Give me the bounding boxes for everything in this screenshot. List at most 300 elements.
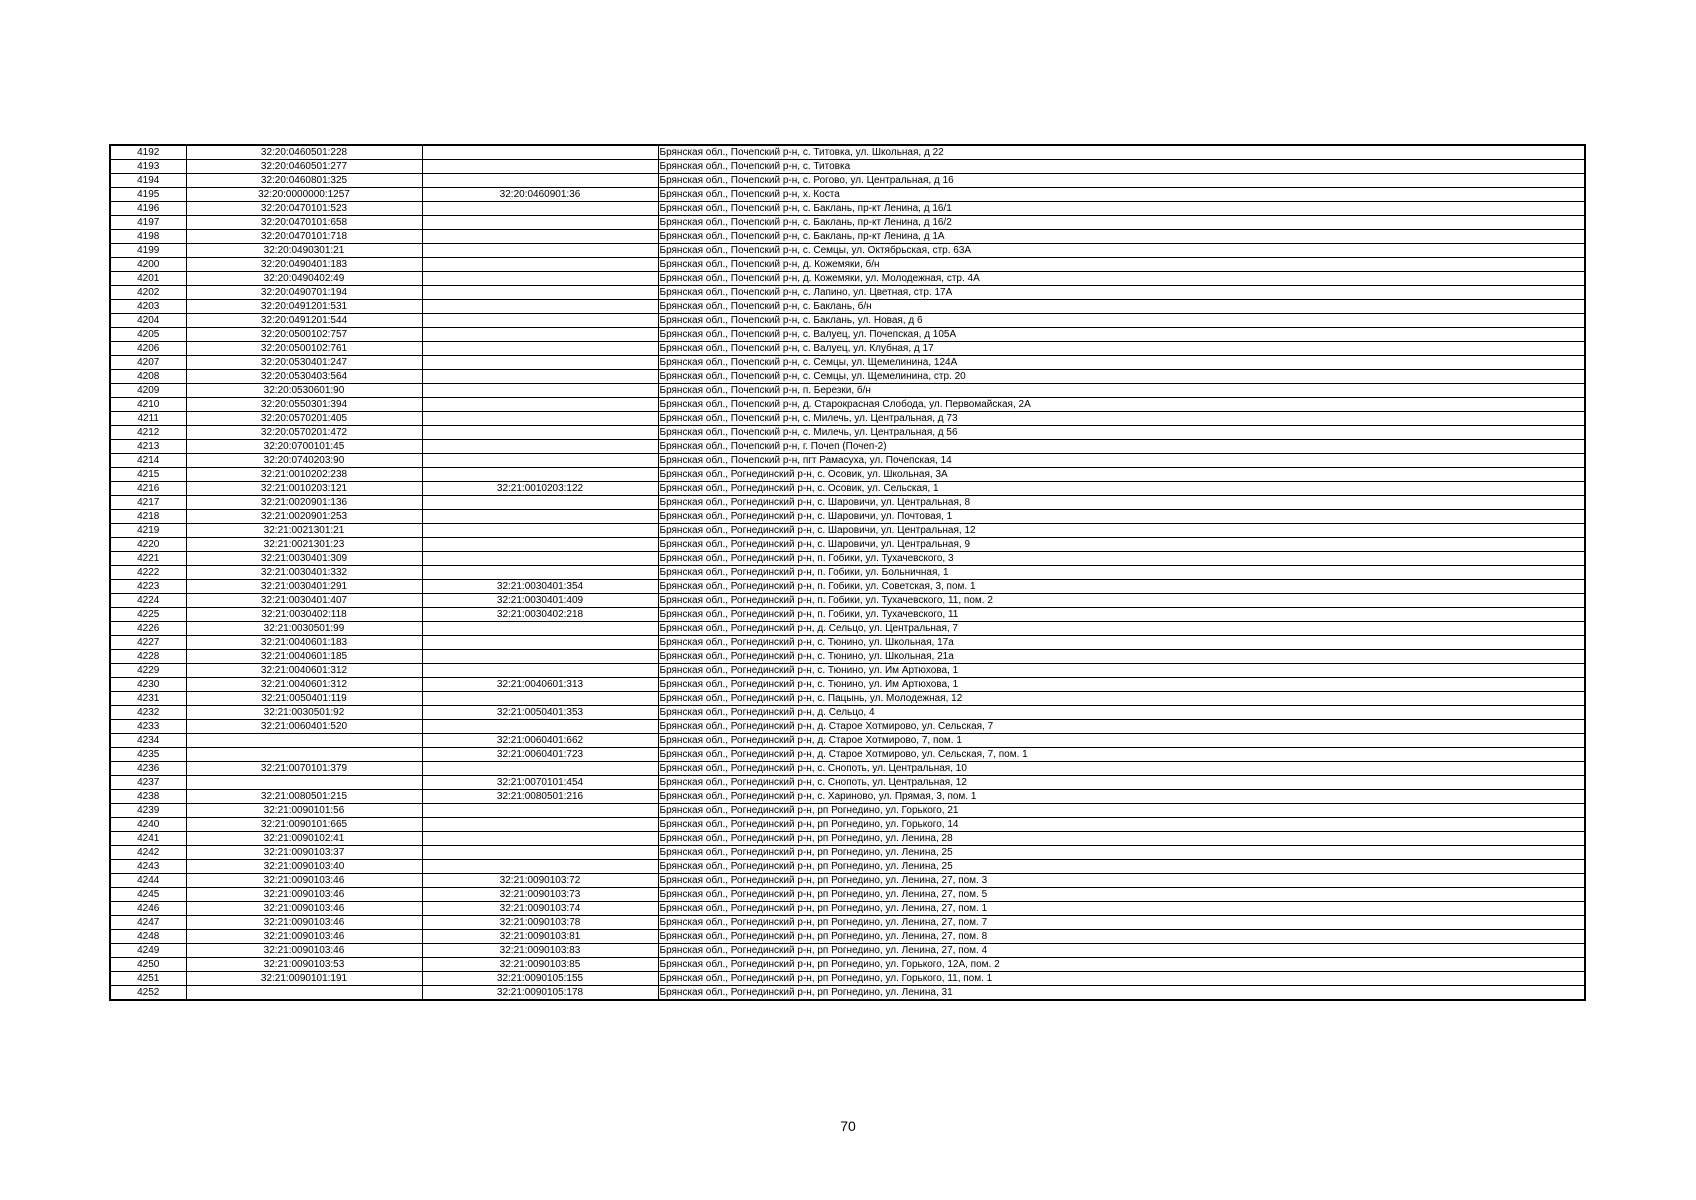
parent-cadastral-number-cell: 32:21:0030401:409 xyxy=(422,594,658,608)
table-row xyxy=(110,454,1585,468)
address-cell: Брянская обл., Рогнединский р-н, д. Старое Хотмирово, ул. Сельская, 7, пом. 1 xyxy=(658,748,1585,762)
table-row xyxy=(110,706,1585,720)
row-number-cell: 4202 xyxy=(110,286,186,300)
cadastral-number-cell: 32:20:0470101:658 xyxy=(186,216,422,230)
table-row xyxy=(110,832,1585,846)
row-number-cell: 4234 xyxy=(110,734,186,748)
cadastral-number-cell: 32:21:0030401:407 xyxy=(186,594,422,608)
row-number-cell: 4228 xyxy=(110,650,186,664)
parent-cadastral-number-cell xyxy=(422,846,658,860)
parent-cadastral-number-cell: 32:20:0460901:36 xyxy=(422,188,658,202)
parent-cadastral-number-cell: 32:21:0070101:454 xyxy=(422,776,658,790)
cadastral-number-cell: 32:20:0740203:90 xyxy=(186,454,422,468)
row-number-cell: 4199 xyxy=(110,244,186,258)
cadastral-number-cell: 32:21:0030501:92 xyxy=(186,706,422,720)
row-number-cell: 4239 xyxy=(110,804,186,818)
address-cell: Брянская обл., Рогнединский р-н, д. Сельцо, ул. Центральная, 7 xyxy=(658,622,1585,636)
address-cell: Брянская обл., Рогнединский р-н, с. Пацынь, ул. Молодежная, 12 xyxy=(658,692,1585,706)
table-row xyxy=(110,440,1585,454)
address-cell: Брянская обл., Рогнединский р-н, с. Осовик, ул. Сельская, 1 xyxy=(658,482,1585,496)
parent-cadastral-number-cell xyxy=(422,272,658,286)
row-number-cell: 4193 xyxy=(110,160,186,174)
table-row xyxy=(110,244,1585,258)
parent-cadastral-number-cell xyxy=(422,370,658,384)
row-number-cell: 4210 xyxy=(110,398,186,412)
table-row xyxy=(110,776,1585,790)
cadastral-number-cell: 32:21:0090103:40 xyxy=(186,860,422,874)
table-row xyxy=(110,188,1585,202)
row-number-cell: 4245 xyxy=(110,888,186,902)
parent-cadastral-number-cell xyxy=(422,832,658,846)
address-cell: Брянская обл., Рогнединский р-н, рп Рогнедино, ул. Ленина, 27, пом. 4 xyxy=(658,944,1585,958)
address-cell: Брянская обл., Почепский р-н, с. Семцы, ул. Щемелинина, стр. 20 xyxy=(658,370,1585,384)
cadastral-number-cell: 32:21:0021301:21 xyxy=(186,524,422,538)
parent-cadastral-number-cell: 32:21:0090105:178 xyxy=(422,986,658,1001)
table-row xyxy=(110,538,1585,552)
row-number-cell: 4230 xyxy=(110,678,186,692)
parent-cadastral-number-cell xyxy=(422,804,658,818)
cadastral-number-cell: 32:20:0700101:45 xyxy=(186,440,422,454)
table-row xyxy=(110,636,1585,650)
row-number-cell: 4221 xyxy=(110,552,186,566)
row-number-cell: 4249 xyxy=(110,944,186,958)
table-row xyxy=(110,622,1585,636)
address-cell: Брянская обл., Рогнединский р-н, рп Рогнедино, ул. Ленина, 27, пом. 8 xyxy=(658,930,1585,944)
row-number-cell: 4211 xyxy=(110,412,186,426)
parent-cadastral-number-cell xyxy=(422,454,658,468)
row-number-cell: 4201 xyxy=(110,272,186,286)
cadastral-number-cell xyxy=(186,776,422,790)
table-row xyxy=(110,384,1585,398)
parent-cadastral-number-cell xyxy=(422,566,658,580)
table-row xyxy=(110,860,1585,874)
address-cell: Брянская обл., Почепский р-н, х. Коста xyxy=(658,188,1585,202)
cadastral-number-cell: 32:21:0090103:46 xyxy=(186,902,422,916)
table-row xyxy=(110,356,1585,370)
registry-body xyxy=(110,145,1585,1000)
parent-cadastral-number-cell xyxy=(422,202,658,216)
row-number-cell: 4241 xyxy=(110,832,186,846)
row-number-cell: 4194 xyxy=(110,174,186,188)
parent-cadastral-number-cell: 32:21:0090103:74 xyxy=(422,902,658,916)
row-number-cell: 4215 xyxy=(110,468,186,482)
row-number-cell: 4247 xyxy=(110,916,186,930)
row-number-cell: 4207 xyxy=(110,356,186,370)
row-number-cell: 4225 xyxy=(110,608,186,622)
parent-cadastral-number-cell xyxy=(422,426,658,440)
address-cell: Брянская обл., Рогнединский р-н, с. Снопоть, ул. Центральная, 10 xyxy=(658,762,1585,776)
cadastral-number-cell: 32:21:0030501:99 xyxy=(186,622,422,636)
address-cell: Брянская обл., Рогнединский р-н, с. Тюнино, ул. Школьная, 21а xyxy=(658,650,1585,664)
table-row xyxy=(110,230,1585,244)
address-cell: Брянская обл., Почепский р-н, с. Милечь, ул. Центральная, д 56 xyxy=(658,426,1585,440)
address-cell: Брянская обл., Почепский р-н, пгт Рамасуха, ул. Почепская, 14 xyxy=(658,454,1585,468)
row-number-cell: 4251 xyxy=(110,972,186,986)
table-row xyxy=(110,972,1585,986)
parent-cadastral-number-cell xyxy=(422,216,658,230)
registry-table xyxy=(109,144,1586,1001)
parent-cadastral-number-cell xyxy=(422,384,658,398)
parent-cadastral-number-cell xyxy=(422,356,658,370)
row-number-cell: 4205 xyxy=(110,328,186,342)
parent-cadastral-number-cell xyxy=(422,650,658,664)
cadastral-number-cell: 32:20:0470101:718 xyxy=(186,230,422,244)
address-cell: Брянская обл., Рогнединский р-н, рп Рогнедино, ул. Горького, 12А, пом. 2 xyxy=(658,958,1585,972)
address-cell: Брянская обл., Почепский р-н, г. Почеп (Почеп-2) xyxy=(658,440,1585,454)
row-number-cell: 4200 xyxy=(110,258,186,272)
table-row xyxy=(110,160,1585,174)
cadastral-number-cell xyxy=(186,748,422,762)
address-cell: Брянская обл., Рогнединский р-н, п. Гобики, ул. Больничная, 1 xyxy=(658,566,1585,580)
parent-cadastral-number-cell: 32:21:0090103:85 xyxy=(422,958,658,972)
cadastral-number-cell: 32:21:0090103:46 xyxy=(186,888,422,902)
cadastral-number-cell: 32:21:0010203:121 xyxy=(186,482,422,496)
parent-cadastral-number-cell: 32:21:0060401:723 xyxy=(422,748,658,762)
row-number-cell: 4248 xyxy=(110,930,186,944)
row-number-cell: 4237 xyxy=(110,776,186,790)
cadastral-number-cell: 32:21:0020901:253 xyxy=(186,510,422,524)
address-cell: Брянская обл., Рогнединский р-н, рп Рогнедино, ул. Ленина, 27, пом. 5 xyxy=(658,888,1585,902)
row-number-cell: 4236 xyxy=(110,762,186,776)
address-cell: Брянская обл., Почепский р-н, д. Старокрасная Слобода, ул. Первомайская, 2А xyxy=(658,398,1585,412)
parent-cadastral-number-cell: 32:21:0060401:662 xyxy=(422,734,658,748)
table-row xyxy=(110,216,1585,230)
table-row xyxy=(110,286,1585,300)
cadastral-number-cell: 32:20:0460501:228 xyxy=(186,145,422,160)
table-row xyxy=(110,580,1585,594)
address-cell: Брянская обл., Почепский р-н, п. Березки, б/н xyxy=(658,384,1585,398)
address-cell: Брянская обл., Рогнединский р-н, д. Старое Хотмирово, 7, пом. 1 xyxy=(658,734,1585,748)
row-number-cell: 4198 xyxy=(110,230,186,244)
address-cell: Брянская обл., Рогнединский р-н, д. Старое Хотмирово, ул. Сельская, 7 xyxy=(658,720,1585,734)
cadastral-number-cell: 32:21:0030402:118 xyxy=(186,608,422,622)
address-cell: Брянская обл., Рогнединский р-н, рп Рогнедино, ул. Ленина, 28 xyxy=(658,832,1585,846)
parent-cadastral-number-cell xyxy=(422,496,658,510)
row-number-cell: 4231 xyxy=(110,692,186,706)
row-number-cell: 4219 xyxy=(110,524,186,538)
parent-cadastral-number-cell xyxy=(422,664,658,678)
row-number-cell: 4233 xyxy=(110,720,186,734)
address-cell: Брянская обл., Почепский р-н, с. Титовка, ул. Школьная, д 22 xyxy=(658,145,1585,160)
table-row xyxy=(110,496,1585,510)
address-cell: Брянская обл., Рогнединский р-н, рп Рогнедино, ул. Горького, 11, пом. 1 xyxy=(658,972,1585,986)
address-cell: Брянская обл., Почепский р-н, с. Валуец, ул. Почепская, д 105А xyxy=(658,328,1585,342)
parent-cadastral-number-cell: 32:21:0090103:83 xyxy=(422,944,658,958)
cadastral-number-cell: 32:21:0090103:37 xyxy=(186,846,422,860)
table-row xyxy=(110,944,1585,958)
address-cell: Брянская обл., Рогнединский р-н, рп Рогнедино, ул. Ленина, 25 xyxy=(658,846,1585,860)
row-number-cell: 4218 xyxy=(110,510,186,524)
cadastral-number-cell: 32:21:0040601:185 xyxy=(186,650,422,664)
parent-cadastral-number-cell xyxy=(422,398,658,412)
row-number-cell: 4242 xyxy=(110,846,186,860)
table-row xyxy=(110,678,1585,692)
cadastral-number-cell xyxy=(186,734,422,748)
table-row xyxy=(110,916,1585,930)
table-row xyxy=(110,804,1585,818)
row-number-cell: 4240 xyxy=(110,818,186,832)
parent-cadastral-number-cell xyxy=(422,762,658,776)
address-cell: Брянская обл., Рогнединский р-н, с. Тюнино, ул. Школьная, 17а xyxy=(658,636,1585,650)
cadastral-number-cell: 32:20:0460501:277 xyxy=(186,160,422,174)
cadastral-number-cell: 32:21:0090103:53 xyxy=(186,958,422,972)
table-row xyxy=(110,902,1585,916)
row-number-cell: 4238 xyxy=(110,790,186,804)
parent-cadastral-number-cell: 32:21:0090103:81 xyxy=(422,930,658,944)
parent-cadastral-number-cell: 32:21:0030401:354 xyxy=(422,580,658,594)
address-cell: Брянская обл., Почепский р-н, с. Валуец, ул. Клубная, д 17 xyxy=(658,342,1585,356)
address-cell: Брянская обл., Почепский р-н, д. Кожемяки, ул. Молодежная, стр. 4А xyxy=(658,272,1585,286)
row-number-cell: 4217 xyxy=(110,496,186,510)
parent-cadastral-number-cell xyxy=(422,538,658,552)
cadastral-number-cell: 32:20:0490402:49 xyxy=(186,272,422,286)
cadastral-number-cell: 32:21:0050401:119 xyxy=(186,692,422,706)
row-number-cell: 4223 xyxy=(110,580,186,594)
parent-cadastral-number-cell xyxy=(422,160,658,174)
table-row xyxy=(110,692,1585,706)
row-number-cell: 4204 xyxy=(110,314,186,328)
cadastral-number-cell: 32:20:0490701:194 xyxy=(186,286,422,300)
cadastral-number-cell: 32:21:0090103:46 xyxy=(186,874,422,888)
parent-cadastral-number-cell xyxy=(422,860,658,874)
table-row xyxy=(110,524,1585,538)
row-number-cell: 4212 xyxy=(110,426,186,440)
table-row xyxy=(110,174,1585,188)
parent-cadastral-number-cell xyxy=(422,300,658,314)
row-number-cell: 4220 xyxy=(110,538,186,552)
cadastral-number-cell: 32:20:0000000:1257 xyxy=(186,188,422,202)
parent-cadastral-number-cell xyxy=(422,622,658,636)
parent-cadastral-number-cell: 32:21:0090103:73 xyxy=(422,888,658,902)
row-number-cell: 4203 xyxy=(110,300,186,314)
cadastral-number-cell: 32:20:0570201:405 xyxy=(186,412,422,426)
cadastral-number-cell: 32:20:0530403:564 xyxy=(186,370,422,384)
cadastral-number-cell: 32:21:0090101:191 xyxy=(186,972,422,986)
address-cell: Брянская обл., Почепский р-н, с. Милечь, ул. Центральная, д 73 xyxy=(658,412,1585,426)
table-row xyxy=(110,468,1585,482)
cadastral-number-cell: 32:20:0470101:523 xyxy=(186,202,422,216)
cadastral-number-cell: 32:21:0030401:309 xyxy=(186,552,422,566)
address-cell: Брянская обл., Рогнединский р-н, с. Осовик, ул. Школьная, 3А xyxy=(658,468,1585,482)
parent-cadastral-number-cell xyxy=(422,314,658,328)
parent-cadastral-number-cell xyxy=(422,692,658,706)
parent-cadastral-number-cell: 32:21:0090103:72 xyxy=(422,874,658,888)
table-row xyxy=(110,370,1585,384)
address-cell: Брянская обл., Рогнединский р-н, д. Сельцо, 4 xyxy=(658,706,1585,720)
parent-cadastral-number-cell xyxy=(422,636,658,650)
row-number-cell: 4250 xyxy=(110,958,186,972)
cadastral-number-cell: 32:20:0530601:90 xyxy=(186,384,422,398)
cadastral-number-cell: 32:21:0090102:41 xyxy=(186,832,422,846)
parent-cadastral-number-cell xyxy=(422,468,658,482)
parent-cadastral-number-cell: 32:21:0090105:155 xyxy=(422,972,658,986)
table-row xyxy=(110,608,1585,622)
address-cell: Брянская обл., Рогнединский р-н, с. Тюнино, ул. Им Артюхова, 1 xyxy=(658,664,1585,678)
address-cell: Брянская обл., Почепский р-н, с. Титовка xyxy=(658,160,1585,174)
table-row xyxy=(110,258,1585,272)
table-row xyxy=(110,328,1585,342)
address-cell: Брянская обл., Рогнединский р-н, рп Рогнедино, ул. Ленина, 25 xyxy=(658,860,1585,874)
table-row xyxy=(110,818,1585,832)
address-cell: Брянская обл., Почепский р-н, д. Кожемяки, б/н xyxy=(658,258,1585,272)
address-cell: Брянская обл., Рогнединский р-н, рп Рогнедино, ул. Ленина, 27, пом. 3 xyxy=(658,874,1585,888)
table-row xyxy=(110,888,1585,902)
page-number: 70 xyxy=(840,1118,856,1134)
cadastral-number-cell: 32:21:0020901:136 xyxy=(186,496,422,510)
parent-cadastral-number-cell xyxy=(422,342,658,356)
address-cell: Брянская обл., Почепский р-н, с. Лапино, ул. Цветная, стр. 17А xyxy=(658,286,1585,300)
table-row xyxy=(110,510,1585,524)
cadastral-number-cell: 32:21:0090103:46 xyxy=(186,944,422,958)
cadastral-number-cell: 32:20:0530401:247 xyxy=(186,356,422,370)
table-row xyxy=(110,202,1585,216)
row-number-cell: 4244 xyxy=(110,874,186,888)
address-cell: Брянская обл., Рогнединский р-н, рп Рогнедино, ул. Ленина, 27, пом. 1 xyxy=(658,902,1585,916)
address-cell: Брянская обл., Почепский р-н, с. Семцы, ул. Октябрьская, стр. 63А xyxy=(658,244,1585,258)
address-cell: Брянская обл., Почепский р-н, с. Баклань, пр-кт Ленина, д 16/2 xyxy=(658,216,1585,230)
cadastral-number-cell: 32:20:0500102:761 xyxy=(186,342,422,356)
parent-cadastral-number-cell xyxy=(422,230,658,244)
row-number-cell: 4252 xyxy=(110,986,186,1001)
row-number-cell: 4227 xyxy=(110,636,186,650)
cadastral-number-cell: 32:21:0040601:183 xyxy=(186,636,422,650)
address-cell: Брянская обл., Рогнединский р-н, п. Гобики, ул. Тухачевского, 11 xyxy=(658,608,1585,622)
address-cell: Брянская обл., Рогнединский р-н, рп Рогнедино, ул. Ленина, 27, пом. 7 xyxy=(658,916,1585,930)
parent-cadastral-number-cell xyxy=(422,328,658,342)
parent-cadastral-number-cell xyxy=(422,244,658,258)
parent-cadastral-number-cell xyxy=(422,524,658,538)
table-row xyxy=(110,300,1585,314)
parent-cadastral-number-cell: 32:21:0080501:216 xyxy=(422,790,658,804)
table-row xyxy=(110,426,1585,440)
row-number-cell: 4192 xyxy=(110,145,186,160)
row-number-cell: 4243 xyxy=(110,860,186,874)
cadastral-number-cell: 32:20:0490301:21 xyxy=(186,244,422,258)
table-row xyxy=(110,650,1585,664)
parent-cadastral-number-cell xyxy=(422,818,658,832)
table-row xyxy=(110,594,1585,608)
cadastral-number-cell: 32:21:0040601:312 xyxy=(186,678,422,692)
table-row xyxy=(110,734,1585,748)
address-cell: Брянская обл., Рогнединский р-н, п. Гобики, ул. Тухачевского, 11, пом. 2 xyxy=(658,594,1585,608)
address-cell: Брянская обл., Рогнединский р-н, рп Рогнедино, ул. Горького, 21 xyxy=(658,804,1585,818)
row-number-cell: 4216 xyxy=(110,482,186,496)
address-cell: Брянская обл., Рогнединский р-н, с. Шаровичи, ул. Центральная, 12 xyxy=(658,524,1585,538)
cadastral-number-cell: 32:21:0090101:665 xyxy=(186,818,422,832)
table-row xyxy=(110,566,1585,580)
table-row xyxy=(110,145,1585,160)
cadastral-number-cell: 32:20:0550301:394 xyxy=(186,398,422,412)
parent-cadastral-number-cell xyxy=(422,510,658,524)
cadastral-number-cell xyxy=(186,986,422,1001)
row-number-cell: 4213 xyxy=(110,440,186,454)
cadastral-number-cell: 32:21:0040601:312 xyxy=(186,664,422,678)
table-row xyxy=(110,412,1585,426)
parent-cadastral-number-cell xyxy=(422,258,658,272)
cadastral-number-cell: 32:21:0021301:23 xyxy=(186,538,422,552)
parent-cadastral-number-cell: 32:21:0010203:122 xyxy=(422,482,658,496)
cadastral-number-cell: 32:21:0060401:520 xyxy=(186,720,422,734)
table-row xyxy=(110,314,1585,328)
row-number-cell: 4246 xyxy=(110,902,186,916)
cadastral-number-cell: 32:21:0030401:332 xyxy=(186,566,422,580)
table-row xyxy=(110,398,1585,412)
cadastral-number-cell: 32:21:0090101:56 xyxy=(186,804,422,818)
parent-cadastral-number-cell xyxy=(422,412,658,426)
parent-cadastral-number-cell: 32:21:0040601:313 xyxy=(422,678,658,692)
parent-cadastral-number-cell xyxy=(422,174,658,188)
cadastral-number-cell: 32:21:0070101:379 xyxy=(186,762,422,776)
address-cell: Брянская обл., Почепский р-н, с. Баклань, пр-кт Ленина, д 16/1 xyxy=(658,202,1585,216)
table-row xyxy=(110,930,1585,944)
table-row xyxy=(110,846,1585,860)
parent-cadastral-number-cell: 32:21:0050401:353 xyxy=(422,706,658,720)
address-cell: Брянская обл., Рогнединский р-н, с. Шаровичи, ул. Центральная, 8 xyxy=(658,496,1585,510)
table-row xyxy=(110,342,1585,356)
row-number-cell: 4235 xyxy=(110,748,186,762)
table-row xyxy=(110,748,1585,762)
address-cell: Брянская обл., Почепский р-н, с. Семцы, ул. Щемелинина, 124А xyxy=(658,356,1585,370)
row-number-cell: 4226 xyxy=(110,622,186,636)
table-row xyxy=(110,986,1585,1001)
cadastral-number-cell: 32:20:0570201:472 xyxy=(186,426,422,440)
address-cell: Брянская обл., Почепский р-н, с. Баклань, ул. Новая, д 6 xyxy=(658,314,1585,328)
table-row xyxy=(110,958,1585,972)
table-row xyxy=(110,552,1585,566)
table-row xyxy=(110,664,1585,678)
cadastral-number-cell: 32:20:0491201:544 xyxy=(186,314,422,328)
table-row xyxy=(110,874,1585,888)
row-number-cell: 4206 xyxy=(110,342,186,356)
address-cell: Брянская обл., Рогнединский р-н, с. Хариново, ул. Прямая, 3, пом. 1 xyxy=(658,790,1585,804)
row-number-cell: 4214 xyxy=(110,454,186,468)
cadastral-number-cell: 32:21:0080501:215 xyxy=(186,790,422,804)
row-number-cell: 4208 xyxy=(110,370,186,384)
table-row xyxy=(110,482,1585,496)
cadastral-number-cell: 32:20:0460801:325 xyxy=(186,174,422,188)
address-cell: Брянская обл., Рогнединский р-н, с. Тюнино, ул. Им Артюхова, 1 xyxy=(658,678,1585,692)
address-cell: Брянская обл., Рогнединский р-н, рп Рогнедино, ул. Горького, 14 xyxy=(658,818,1585,832)
row-number-cell: 4224 xyxy=(110,594,186,608)
cadastral-number-cell: 32:21:0030401:291 xyxy=(186,580,422,594)
cadastral-number-cell: 32:20:0491201:531 xyxy=(186,300,422,314)
parent-cadastral-number-cell xyxy=(422,286,658,300)
address-cell: Брянская обл., Рогнединский р-н, рп Рогнедино, ул. Ленина, 31 xyxy=(658,986,1585,1001)
row-number-cell: 4229 xyxy=(110,664,186,678)
address-cell: Брянская обл., Рогнединский р-н, с. Шаровичи, ул. Центральная, 9 xyxy=(658,538,1585,552)
row-number-cell: 4196 xyxy=(110,202,186,216)
cadastral-number-cell: 32:20:0500102:757 xyxy=(186,328,422,342)
cadastral-number-cell: 32:20:0490401:183 xyxy=(186,258,422,272)
address-cell: Брянская обл., Рогнединский р-н, п. Гобики, ул. Советская, 3, пом. 1 xyxy=(658,580,1585,594)
parent-cadastral-number-cell xyxy=(422,440,658,454)
address-cell: Брянская обл., Рогнединский р-н, с. Снопоть, ул. Центральная, 12 xyxy=(658,776,1585,790)
row-number-cell: 4222 xyxy=(110,566,186,580)
row-number-cell: 4209 xyxy=(110,384,186,398)
address-cell: Брянская обл., Рогнединский р-н, с. Шаровичи, ул. Почтовая, 1 xyxy=(658,510,1585,524)
table-row xyxy=(110,762,1585,776)
parent-cadastral-number-cell xyxy=(422,720,658,734)
table-row xyxy=(110,272,1585,286)
address-cell: Брянская обл., Почепский р-н, с. Баклань, пр-кт Ленина, д 1А xyxy=(658,230,1585,244)
row-number-cell: 4197 xyxy=(110,216,186,230)
parent-cadastral-number-cell xyxy=(422,552,658,566)
parent-cadastral-number-cell: 32:21:0090103:78 xyxy=(422,916,658,930)
table-row xyxy=(110,720,1585,734)
cadastral-number-cell: 32:21:0090103:46 xyxy=(186,930,422,944)
address-cell: Брянская обл., Почепский р-н, с. Рогово, ул. Центральная, д 16 xyxy=(658,174,1585,188)
row-number-cell: 4195 xyxy=(110,188,186,202)
